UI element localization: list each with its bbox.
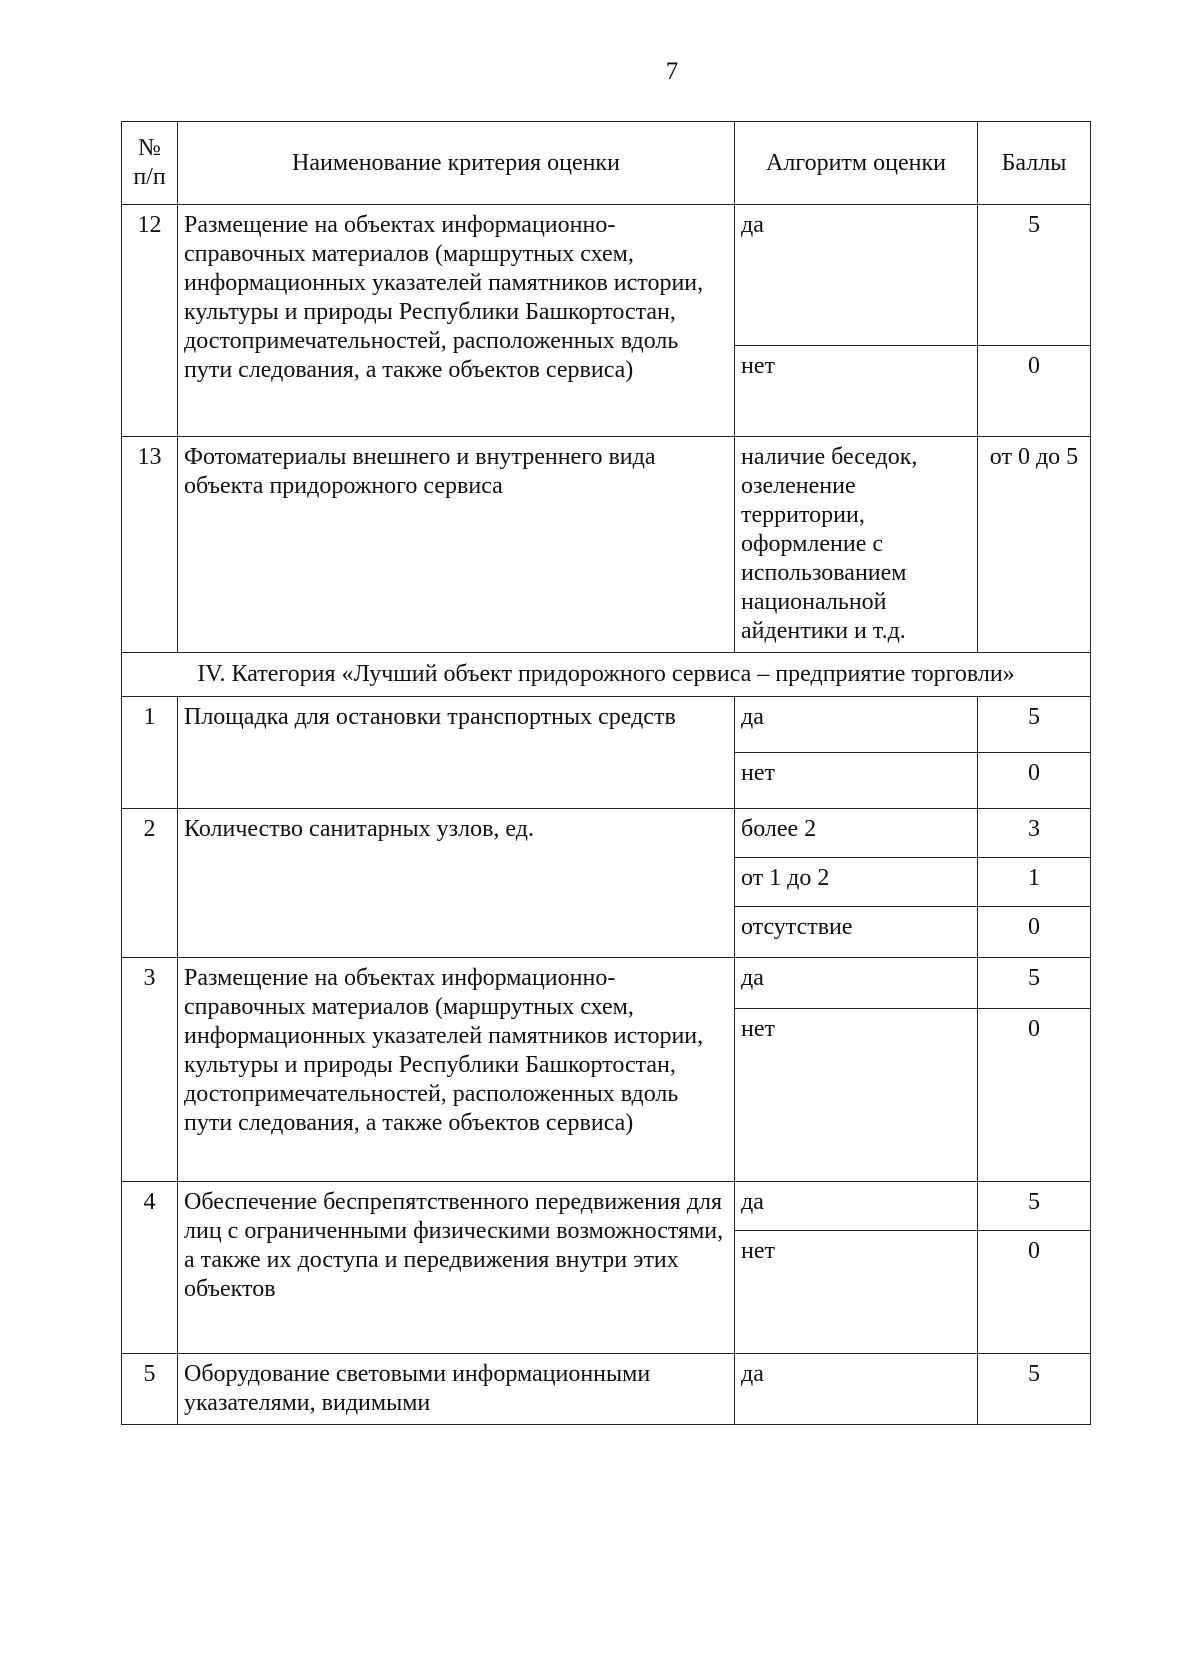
score-cell: 0 bbox=[978, 1231, 1091, 1354]
algorithm-cell: наличие беседок, озеленение территории, оформление с использованием национальной айдентики и т.д. bbox=[735, 437, 978, 653]
row-number: 2 bbox=[122, 809, 178, 958]
criterion-name: Оборудование световыми информационными указателями, видимыми bbox=[178, 1354, 735, 1425]
table-row bbox=[122, 958, 1091, 1009]
score-cell: 5 bbox=[978, 958, 1091, 1009]
row-number: 4 bbox=[122, 1182, 178, 1354]
algorithm-cell: отсутствие bbox=[735, 907, 978, 958]
header-num: № п/п bbox=[122, 122, 178, 205]
header-name: Наименование критерия оценки bbox=[178, 122, 735, 205]
category-row bbox=[122, 653, 1091, 697]
criterion-name: Количество санитарных узлов, ед. bbox=[178, 809, 735, 958]
algorithm-cell: да bbox=[735, 1354, 978, 1425]
page-number: 7 bbox=[665, 58, 679, 85]
score-cell: 5 bbox=[978, 205, 1091, 346]
algorithm-cell: нет bbox=[735, 346, 978, 437]
algorithm-cell: да bbox=[735, 697, 978, 753]
score-cell: 5 bbox=[978, 697, 1091, 753]
criterion-name: Фотоматериалы внешнего и внутреннего вида объекта придорожного сервиса bbox=[178, 437, 735, 653]
score-cell: 1 bbox=[978, 858, 1091, 907]
table-row bbox=[122, 1354, 1091, 1425]
category-title: IV. Категория «Лучший объект придорожного сервиса – предприятие торговли» bbox=[122, 653, 1091, 697]
header-score: Баллы bbox=[978, 122, 1091, 205]
row-number: 1 bbox=[122, 697, 178, 809]
row-number: 5 bbox=[122, 1354, 178, 1425]
algorithm-cell: да bbox=[735, 958, 978, 1009]
criterion-name: Размещение на объектах информационно-справочных материалов (маршрутных схем, информационных указателей памятников истории, культуры и природы Республики Башкортостан, достопримечательностей, расположенных вдоль пути следования, а также объектов сервиса) bbox=[178, 958, 735, 1182]
score-cell: 0 bbox=[978, 907, 1091, 958]
table-row bbox=[122, 697, 1091, 753]
algorithm-cell: более 2 bbox=[735, 809, 978, 858]
algorithm-cell: да bbox=[735, 1182, 978, 1231]
algorithm-cell: да bbox=[735, 205, 978, 346]
score-cell: 0 bbox=[978, 346, 1091, 437]
score-cell: 0 bbox=[978, 1009, 1091, 1182]
score-cell: 5 bbox=[978, 1354, 1091, 1425]
table-row bbox=[122, 1182, 1091, 1231]
row-number: 12 bbox=[122, 205, 178, 437]
algorithm-cell: нет bbox=[735, 1231, 978, 1354]
algorithm-cell: нет bbox=[735, 1009, 978, 1182]
score-cell: 5 bbox=[978, 1182, 1091, 1231]
row-number: 3 bbox=[122, 958, 178, 1182]
criteria-table bbox=[121, 121, 1091, 1425]
algorithm-cell: от 1 до 2 bbox=[735, 858, 978, 907]
criterion-name: Размещение на объектах информационно-справочных материалов (маршрутных схем, информационных указателей памятников истории, культуры и природы Республики Башкортостан, достопримечательностей, расположенных вдоль пути следования, а также объектов сервиса) bbox=[178, 205, 735, 437]
table-row bbox=[122, 205, 1091, 346]
table-header-row bbox=[122, 122, 1091, 205]
algorithm-cell: нет bbox=[735, 753, 978, 809]
criterion-name: Площадка для остановки транспортных средств bbox=[178, 697, 735, 809]
criterion-name: Обеспечение беспрепятственного передвижения для лиц с ограниченными физическими возможностями, а также их доступа и передвижения внутри этих объектов bbox=[178, 1182, 735, 1354]
table-row bbox=[122, 809, 1091, 858]
score-cell: 0 bbox=[978, 753, 1091, 809]
score-cell: от 0 до 5 bbox=[978, 437, 1091, 653]
header-algorithm: Алгоритм оценки bbox=[735, 122, 978, 205]
score-cell: 3 bbox=[978, 809, 1091, 858]
row-number: 13 bbox=[122, 437, 178, 653]
table-row bbox=[122, 437, 1091, 653]
